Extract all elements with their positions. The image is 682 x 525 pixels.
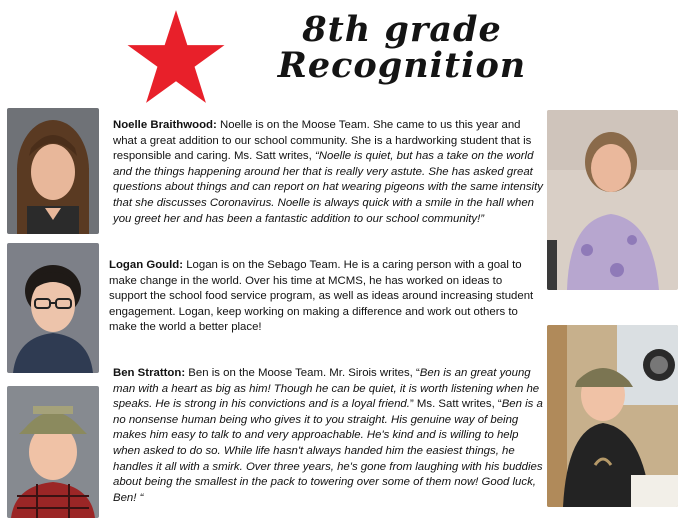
red-star-icon xyxy=(120,8,232,106)
page-title xyxy=(272,9,532,86)
entry-quote: Ben is an great young man with a heart as big as him! Though he can be quiet, it is worth listening when he speaks. He is strong in his convictions and is a loyal friend. xyxy=(113,367,540,411)
entry-noelle xyxy=(113,118,543,227)
entry-name: Logan Gould: xyxy=(109,259,184,271)
title-line-2: Recognition xyxy=(277,45,527,86)
entry-logan xyxy=(109,258,539,336)
ben-candid-photo xyxy=(547,325,678,507)
entry-quote-2: Ben is a no nonsense human being who gives it to you straight. His genuine way of being makes him easy to talk to and very approachable. He's kind and is willing to help when asked to do so. While life hasn't always handed him the easiest things, he handles it all with a smirk. Over three years, he's gone from laughing with his buddies about being the smallest in the pack to towering over some of them now! Good luck, Ben! “ xyxy=(113,398,543,504)
title-line-1: 8th grade xyxy=(302,9,502,50)
logan-portrait-photo xyxy=(7,243,99,373)
entry-ben xyxy=(113,366,543,506)
entry-text-mid: ” Ms. Satt writes, “ xyxy=(409,398,502,411)
noelle-portrait-photo xyxy=(7,108,99,234)
ben-portrait-photo xyxy=(7,386,99,518)
noelle-candid-photo xyxy=(547,110,678,290)
entry-text: Noelle is on the Moose Team. She came to us this year and what a great addition to our school community. She is a hardworking student that is responsible and caring. Ms. Satt writes, xyxy=(113,119,532,163)
entry-text: Ben is on the Moose Team. Mr. Sirois writes, “ xyxy=(185,367,420,379)
entry-text: Logan is on the Sebago Team. He is a caring person with a goal to make change in the world. Over his time at MCMS, he has worked on ideas to support the school food service program, as well as ideas around increasing student engagement. Logan, keep working on making a difference and work out others to make the world a better place! xyxy=(109,259,534,334)
entry-name: Ben Stratton: xyxy=(113,367,186,379)
entry-quote: “Noelle is quiet, but has a take on the world and the things happening around her that is really very astute. She has asked great questions about things and can report on hat wearing pigeons with the same intensity that she discusses Coronavirus. Noelle is always quick with a smile in the hall when you greet her and has been a fantastic addition to our school community!” xyxy=(113,150,543,225)
entry-name: Noelle Braithwood: xyxy=(113,119,217,131)
